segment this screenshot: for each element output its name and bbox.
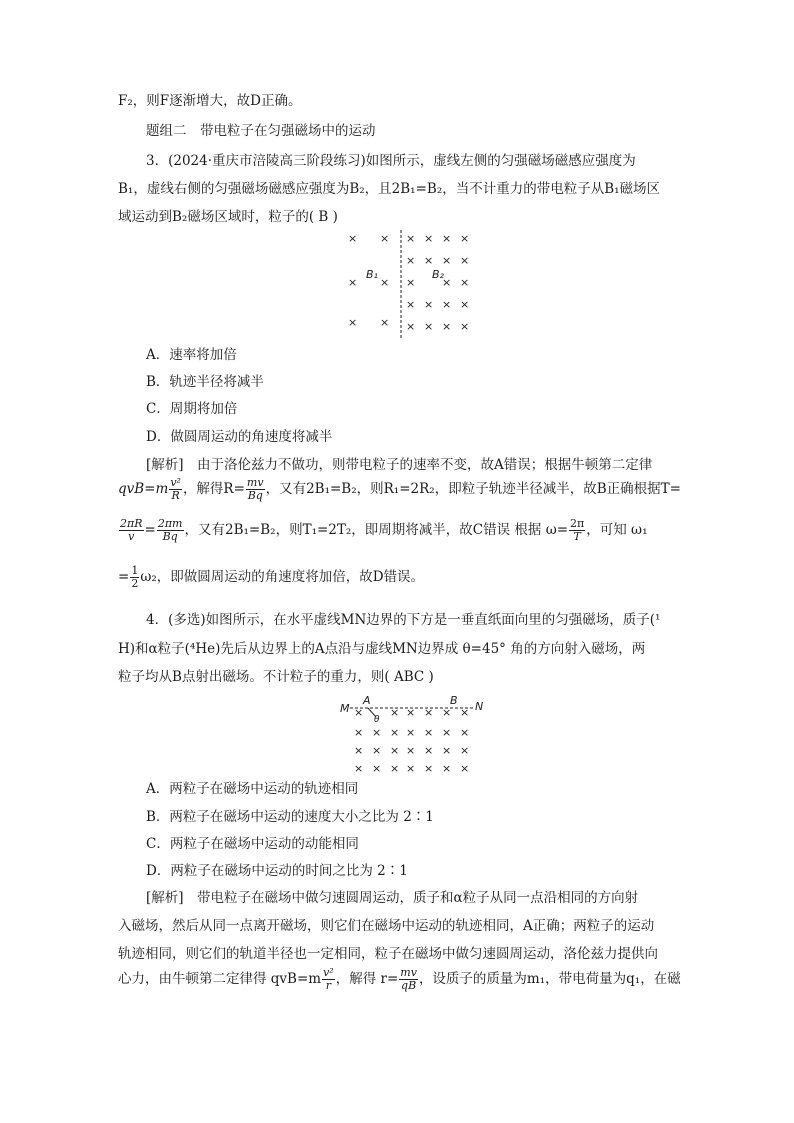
field-cross: ×: [442, 276, 452, 289]
fraction-numerator: v²: [323, 966, 334, 979]
analysis-formula-line: [118, 518, 647, 543]
option-c: C．两粒子在磁场中运动的动能相同: [146, 836, 359, 852]
field-cross: ×: [424, 320, 434, 333]
right-field-crosses: [406, 232, 469, 333]
analysis-text: ，解得R=: [182, 481, 245, 497]
question-4-stem: H)和α粒子(⁴He)先后从边界上的A点沿与虚线MN边界成 θ=45° 角的方向射入磁场，两: [118, 641, 646, 657]
label-theta: θ: [374, 715, 380, 725]
field-cross: ×: [372, 726, 382, 739]
field-cross: ×: [424, 298, 434, 311]
label-m: M: [340, 702, 350, 715]
field-cross: ×: [442, 232, 452, 245]
magnetic-field-figure-q4: [338, 692, 488, 776]
field-cross: ×: [348, 276, 358, 289]
analysis-text: 心力，由牛顿第二定律得 qvB=m: [118, 971, 322, 987]
fraction-denominator: R: [171, 489, 180, 502]
question-3-stem: 3．(2024·重庆市涪陵高三阶段练习)如图所示，虚线左侧的匀强磁场磁感应强度为: [146, 153, 636, 169]
field-cross: ×: [354, 726, 364, 739]
b1-label: B₁: [366, 268, 378, 281]
field-cross: ×: [460, 298, 470, 311]
analysis-formula-line: [118, 477, 681, 502]
field-cross: ×: [460, 254, 470, 267]
analysis-text: ，又有2B₁=B₂，则R₁=2R₂，即粒子轨迹半径减半，故B正确根据T=: [265, 481, 681, 497]
fraction-numerator: 2πm: [157, 517, 183, 530]
field-cross: ×: [442, 744, 452, 757]
field-cross: ×: [424, 744, 434, 757]
fraction: [130, 565, 139, 590]
field-cross: ×: [442, 254, 452, 267]
field-cross: ×: [372, 744, 382, 757]
question-3-stem: B₁，虚线右侧的匀强磁场磁感应强度为B₂，且2B₁=B₂，当不计重力的带电粒子从B₁磁场区: [118, 181, 661, 197]
field-cross: ×: [354, 706, 364, 719]
question-4-stem: 粒子均从B点射出磁场。不计粒子的重力，则( ABC ): [118, 669, 434, 685]
fraction-numerator: v²: [170, 476, 181, 489]
field-cross: ×: [442, 320, 452, 333]
field-cross: ×: [406, 762, 416, 775]
field-cross: ×: [406, 298, 416, 311]
fraction-denominator: v: [128, 530, 135, 543]
field-cross: ×: [442, 726, 452, 739]
analysis-text: qvB=m: [118, 481, 169, 497]
fraction-denominator: Bq: [247, 489, 263, 502]
field-cross: ×: [380, 276, 390, 289]
field-cross: ×: [424, 232, 434, 245]
field-cross: ×: [354, 744, 364, 757]
fraction-numerator: 1: [131, 564, 139, 577]
fraction-denominator: 2: [131, 577, 139, 590]
text-line: F₂，则F逐渐增大，故D正确。: [118, 93, 302, 109]
field-cross: ×: [372, 762, 382, 775]
field-cross: ×: [406, 744, 416, 757]
field-cross: ×: [424, 726, 434, 739]
field-cross: ×: [460, 744, 470, 757]
field-cross: ×: [460, 232, 470, 245]
fraction-denominator: Bq: [162, 530, 178, 543]
option-b: B．轨迹半径将减半: [146, 374, 264, 390]
fraction-numerator: mv: [246, 476, 264, 489]
field-cross: ×: [424, 762, 434, 775]
section-heading: 题组二 带电粒子在匀强磁场中的运动: [146, 123, 376, 139]
field-cross: ×: [406, 232, 416, 245]
fraction: [169, 477, 182, 502]
fraction: [569, 518, 585, 543]
field-cross: ×: [442, 706, 452, 719]
fraction-numerator: mv: [400, 966, 417, 979]
field-cross: ×: [442, 298, 452, 311]
fraction: [322, 967, 335, 992]
field-cross: ×: [354, 762, 364, 775]
b2-label: B₂: [432, 268, 444, 281]
question-4-stem: 4．(多选)如图所示，在水平虚线MN边界的下方是一垂直纸面向里的匀强磁场，质子(¹: [146, 612, 661, 628]
field-cross: ×: [390, 726, 400, 739]
field-crosses: [354, 706, 469, 775]
fraction: [119, 518, 144, 543]
field-cross: ×: [390, 762, 400, 775]
fraction-denominator: T: [573, 530, 581, 543]
field-cross: ×: [380, 316, 390, 329]
label-b: B: [450, 694, 458, 707]
analysis-text: ，又有2B₁=B₂，则T₁=2T₂，即周期将减半，故C错误 根据 ω=: [184, 522, 569, 538]
field-cross: ×: [406, 320, 416, 333]
magnetic-field-figure-q3: [340, 228, 480, 340]
field-cross: ×: [390, 744, 400, 757]
field-cross: ×: [424, 254, 434, 267]
field-cross: ×: [348, 316, 358, 329]
fraction-denominator: qB: [401, 979, 417, 992]
fraction-denominator: r: [325, 979, 332, 992]
label-n: N: [475, 700, 484, 713]
analysis-text: ω₂，即做圆周运动的角速度将加倍，故D错误。: [140, 569, 425, 585]
question-3-stem: 域运动到B₂磁场区域时，粒子的( B ): [118, 209, 338, 225]
field-cross: ×: [380, 232, 390, 245]
field-cross: ×: [406, 276, 416, 289]
field-cross: ×: [406, 706, 416, 719]
fraction: [246, 477, 265, 502]
field-cross: ×: [460, 726, 470, 739]
analysis-formula-line: [118, 967, 681, 992]
fraction-numerator: 2π: [570, 517, 585, 530]
field-cross: ×: [460, 320, 470, 333]
option-d: D．做圆周运动的角速度将减半: [146, 429, 333, 445]
analysis-text: ，设质子的质量为m₁，带电荷量为q₁，在磁: [418, 971, 681, 987]
analysis-text: =: [118, 569, 130, 585]
field-cross: ×: [406, 254, 416, 267]
analysis-line: 入磁场，然后从同一点离开磁场，则它们在磁场中运动的轨迹相同，A正确；两粒子的运动: [118, 918, 655, 934]
analysis-text: ，可知 ω₁: [586, 522, 648, 538]
fraction: [399, 967, 418, 992]
label-a: A: [363, 694, 371, 707]
option-d: D．两粒子在磁场中运动的时间之比为 2∶1: [146, 863, 408, 879]
field-cross: ×: [406, 726, 416, 739]
fraction: [157, 518, 184, 543]
field-cross: ×: [460, 276, 470, 289]
field-cross: ×: [390, 706, 400, 719]
field-cross: ×: [442, 762, 452, 775]
analysis-text: ，解得 r=: [335, 971, 399, 987]
option-c: C．周期将加倍: [146, 401, 238, 417]
field-cross: ×: [348, 232, 358, 245]
analysis-line: [解析] 由于洛伦兹力不做功，则带电粒子的速率不变，故A错误；根据牛顿第二定律: [146, 457, 653, 473]
field-cross: ×: [460, 706, 470, 719]
option-b: B．两粒子在磁场中运动的速度大小之比为 2∶1: [146, 809, 434, 825]
fraction-numerator: 2πR: [120, 517, 143, 530]
option-a: A．两粒子在磁场中运动的轨迹相同: [146, 781, 359, 797]
analysis-formula-line: [118, 565, 424, 590]
analysis-text: =: [144, 522, 156, 538]
analysis-line: 轨迹相同，则它们的轨道半径也一定相同，粒子在磁场中做匀速圆周运动，洛伦兹力提供向: [118, 946, 658, 962]
field-cross: ×: [460, 762, 470, 775]
analysis-line: [解析] 带电粒子在磁场中做匀速圆周运动，质子和α粒子从同一点沿相同的方向射: [146, 890, 639, 906]
option-a: A．速率将加倍: [146, 347, 237, 363]
field-cross: ×: [424, 706, 434, 719]
